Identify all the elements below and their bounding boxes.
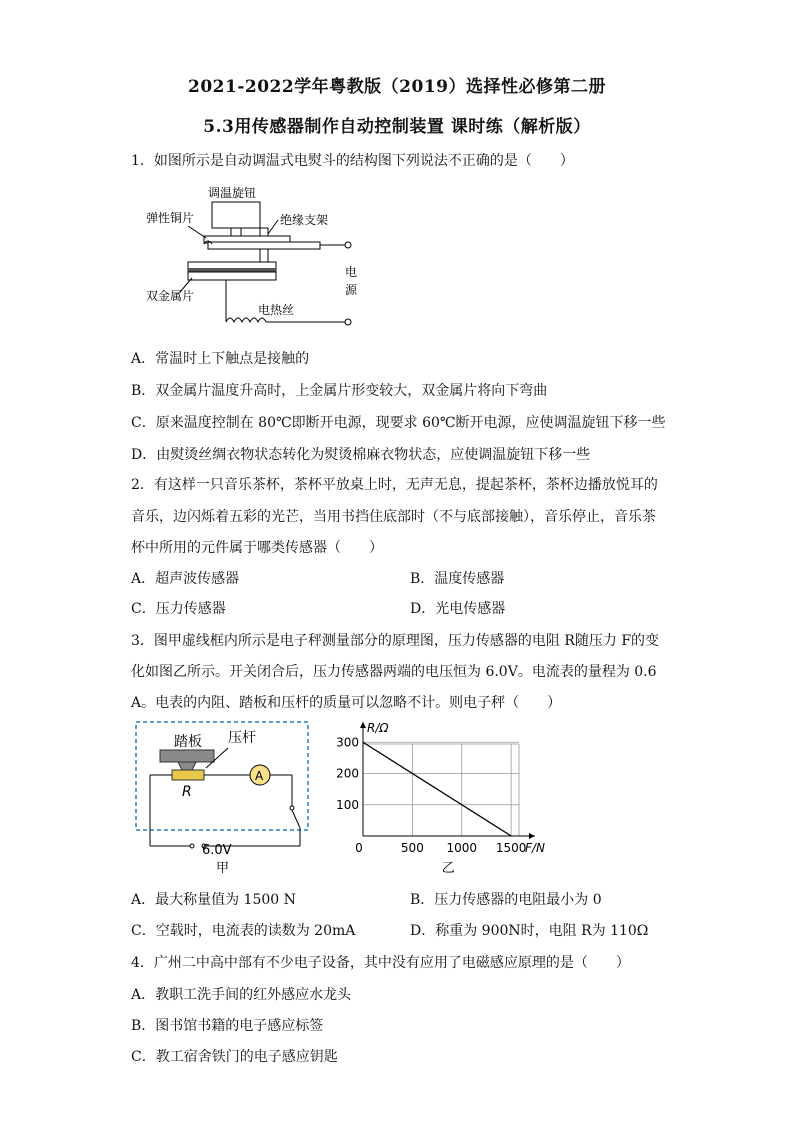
dashed-frame — [136, 722, 308, 830]
pedal — [160, 750, 214, 762]
x-axis-label: F/N — [525, 841, 545, 855]
fig-jia-caption: 甲 — [216, 861, 230, 876]
q3-stem-line-2: 化如图乙所示。开关闭合后，压力传感器两端的电压恒为 6.0V。电流表的量程为 0.6 — [131, 664, 657, 680]
knob-label: 调温旋钮 — [208, 186, 257, 200]
y-tick-label: 100 — [336, 797, 359, 812]
heater-coil — [226, 318, 266, 322]
q4-option-c: C．教工宿舍铁门的电子感应钥匙 — [131, 1049, 338, 1065]
q1-option-d: D．由熨烫丝绸衣物状态转化为熨烫棉麻衣物状态，应使调温旋钮下移一些 — [131, 447, 591, 463]
power-label-1: 电 — [345, 265, 358, 279]
q3-stem-line-3: A。电表的内阻、踏板和压杆的质量可以忽略不计。则电子秤（ ） — [131, 695, 562, 711]
heater-label: 电热丝 — [258, 303, 295, 317]
terminal-bottom — [345, 319, 351, 325]
q1-option-a: A．常温时上下触点是接触的 — [131, 351, 310, 367]
copper-label: 弹性铜片 — [146, 211, 195, 225]
y-axis-arrow — [360, 722, 366, 728]
sensor-resistor — [172, 770, 204, 780]
terminal-left — [190, 844, 194, 848]
q4-option-b: B．图书馆书籍的电子感应标签 — [131, 1018, 324, 1034]
q3-option-d: D．称重为 900N时，电阻 R为 110Ω — [410, 923, 649, 939]
pedal-label: 踏板 — [174, 734, 202, 750]
q2-option-b: B．温度传感器 — [410, 571, 505, 587]
q2-stem-line-3: 杯中所用的元件属于哪类传感器（ ） — [131, 540, 383, 556]
bimetal-label: 双金属片 — [146, 289, 195, 303]
q3-option-c: C．空载时，电流表的读数为 20mA — [131, 923, 356, 939]
q1-stem: 1．如图所示是自动调温式电熨斗的结构图下列说法不正确的是（ ） — [131, 153, 574, 169]
terminal-top — [345, 242, 351, 248]
series-line — [363, 742, 511, 836]
power-label-2: 源 — [345, 283, 358, 297]
q2-stem-line-2: 音乐，边闪烁着五彩的光芒，当用书挡住底部时（不与底部接触），音乐停止，音乐茶 — [131, 509, 656, 525]
resistor-label: R — [182, 784, 192, 800]
q2-stem-line-1: 2．有这样一只音乐茶杯，茶杯平放桌上时，无声无息，提起茶杯，茶杯边播放悦耳的 — [131, 477, 658, 493]
y-tick-label: 300 — [336, 735, 359, 750]
resistance-force-chart — [330, 718, 545, 880]
q1-option-c: C．原来温度控制在 80℃即断开电源，现要求 60℃断开电源，应使调温旋钮下移一些 — [131, 415, 666, 431]
x-tick-label: 1500 — [495, 841, 527, 855]
support-label: 绝缘支架 — [280, 213, 329, 227]
knob-box — [212, 202, 260, 228]
q3-option-b: B．压力传感器的电阻最小为 0 — [410, 892, 602, 908]
page-subtitle: 5.3用传感器制作自动控制装置 课时练（解析版） — [203, 117, 591, 137]
q2-option-c: C．压力传感器 — [131, 601, 226, 617]
voltage-label: 6.0V — [202, 843, 232, 858]
q2-option-a: A．超声波传感器 — [131, 571, 240, 587]
chart-caption: 乙 — [441, 861, 455, 876]
q1-option-b: B．双金属片温度升高时，上金属片形变较大，双金属片将向下弯曲 — [131, 383, 548, 399]
page-title: 2021-2022学年粤教版（2019）选择性必修第二册 — [188, 77, 606, 97]
y-axis-label: R/Ω — [367, 721, 389, 735]
scale-circuit-diagram — [134, 718, 314, 878]
x-tick-label: 1000 — [446, 841, 478, 855]
q3-option-a: A．最大称量值为 1500 N — [131, 892, 296, 908]
q4-stem: 4．广州二中高中部有不少电子设备，其中没有应用了电磁感应原理的是（ ） — [131, 955, 630, 971]
y-tick-label: 200 — [336, 766, 359, 781]
rod-label: 压杆 — [228, 730, 256, 746]
q4-option-a: A．教职工洗手间的红外感应水龙头 — [131, 987, 352, 1003]
iron-structure-diagram — [140, 180, 380, 340]
x-axis-arrow — [529, 833, 535, 839]
x-tick-label: 500 — [400, 841, 424, 855]
q3-stem-line-1: 3．图甲虚线框内所示是电子秤测量部分的原理图，压力传感器的电阻 R随压力 F的变 — [131, 633, 660, 649]
ammeter-label: A — [255, 769, 264, 783]
x-tick-label: 0 — [355, 841, 363, 855]
switch — [292, 810, 300, 828]
q2-option-d: D．光电传感器 — [410, 601, 506, 617]
press-rod — [178, 762, 196, 770]
